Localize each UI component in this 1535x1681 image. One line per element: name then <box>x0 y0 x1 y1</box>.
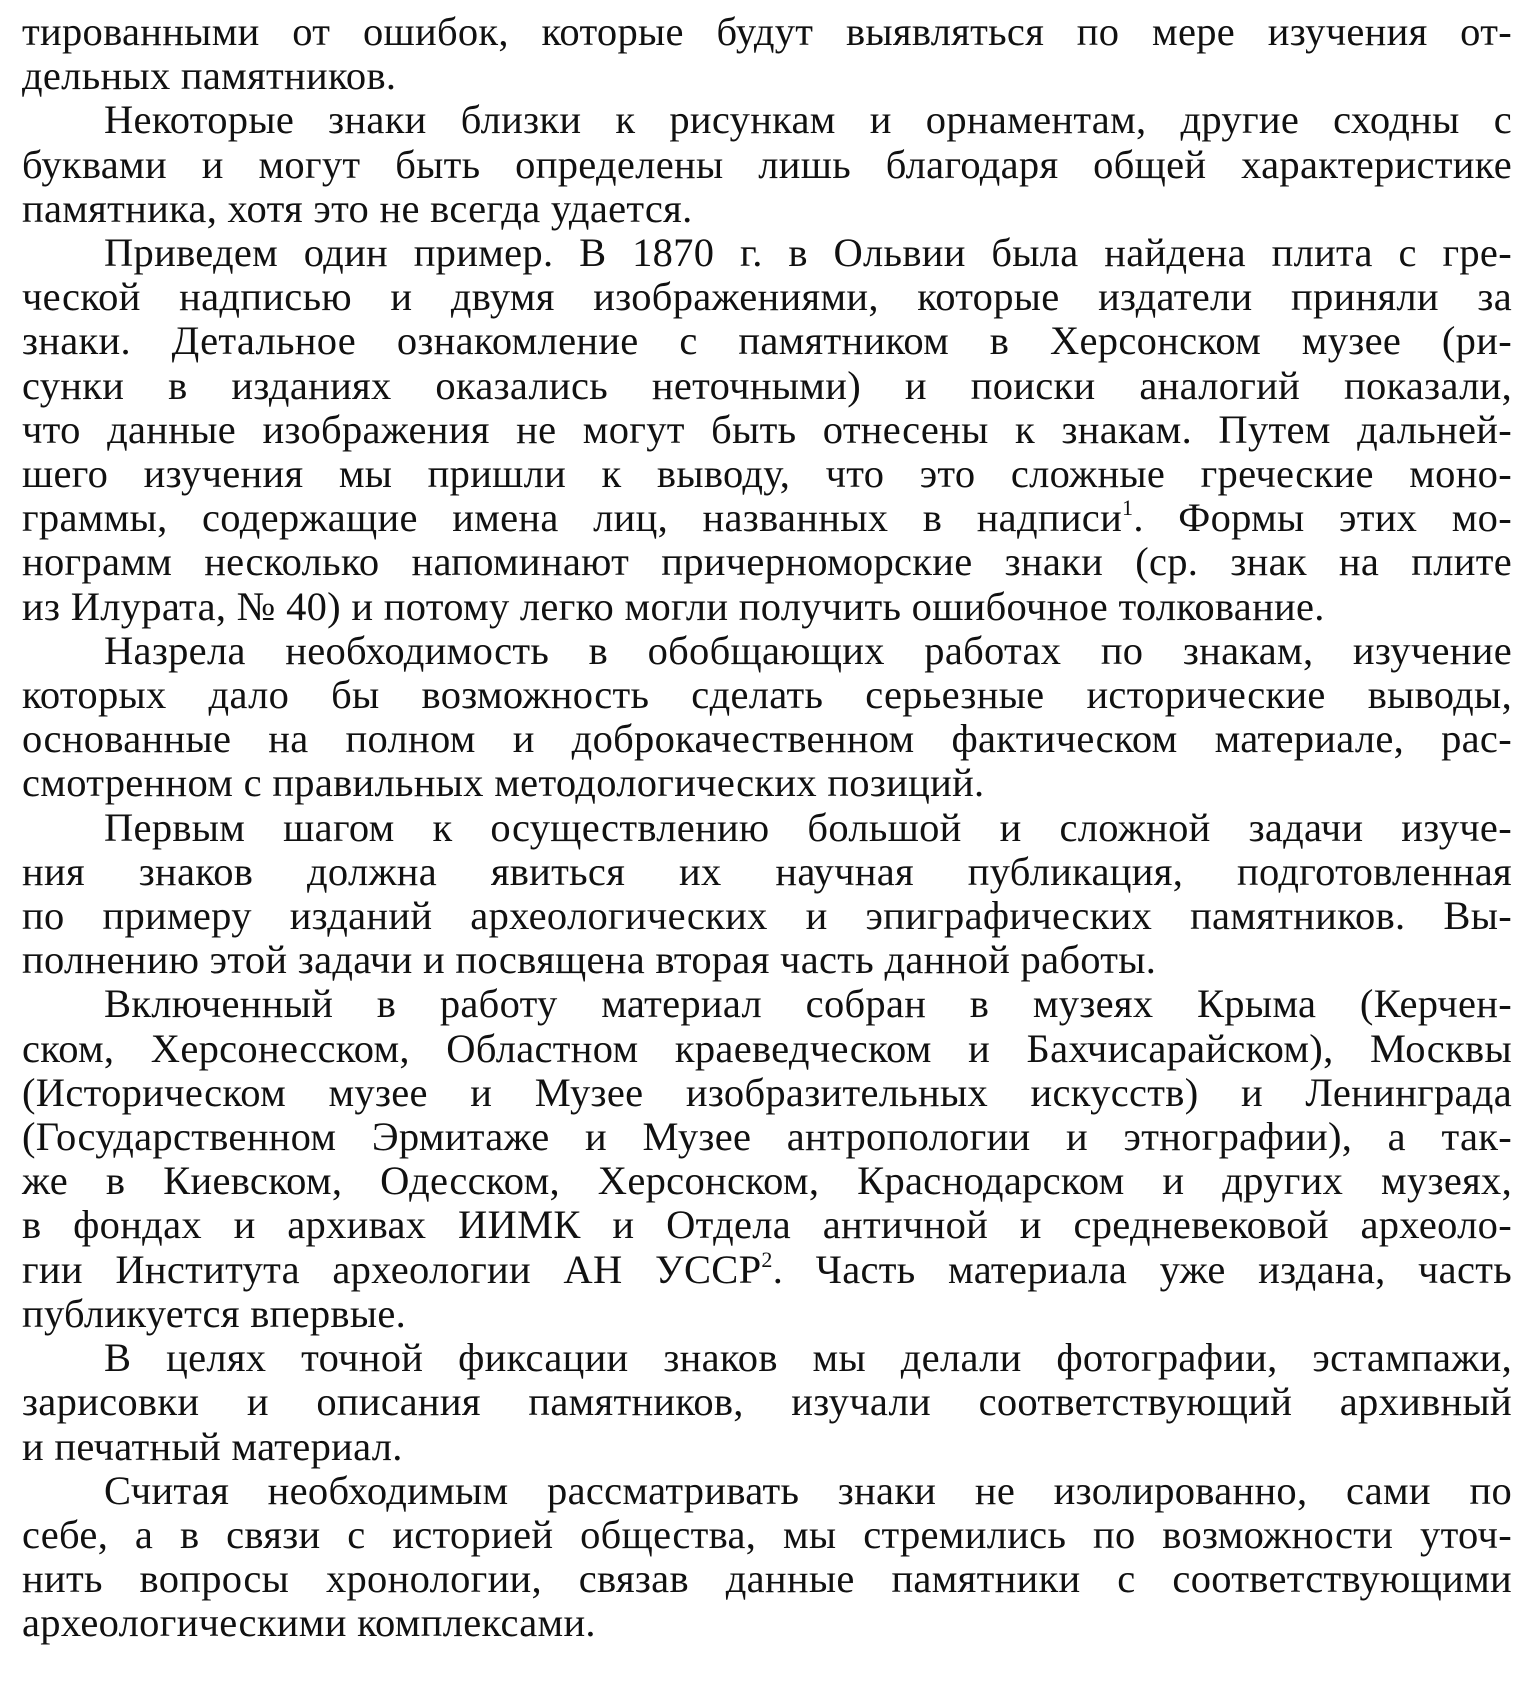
text-line: Некоторые знаки близки к рисункам и орнаментам, другие сходны с <box>104 97 1512 143</box>
text-line: в фондах и архивах ИИМК и Отдела античной и средневековой археоло- <box>22 1202 1512 1248</box>
paragraph-8 <box>22 1469 1512 1646</box>
footnote-marker: 2 <box>761 1246 773 1272</box>
text-line: (Историческом музее и Музее изобразительных искусств) и Ленинграда <box>22 1069 1512 1115</box>
text-line: шего изучения мы пришли к выводу, что это сложные греческие моно- <box>22 451 1512 497</box>
text-line: и печатный материал. <box>22 1423 403 1469</box>
text-line: нить вопросы хронологии, связав данные памятники с соответствующими <box>22 1556 1512 1602</box>
text-line: (Государственном Эрмитаже и Музее антропологии и этнографии), а так- <box>22 1114 1512 1160</box>
page-text <box>22 10 1512 1646</box>
text-line: Включенный в работу материал собран в музеях Крыма (Керчен- <box>104 981 1512 1027</box>
text-line: ском, Херсонесском, Областном краеведческом и Бахчисарайском), Москвы <box>22 1025 1512 1071</box>
text-line-with-footnote <box>22 1248 1512 1292</box>
text-line: по примеру изданий археологических и эпиграфических памятников. Вы- <box>22 893 1512 939</box>
text-line: же в Киевском, Одесском, Херсонском, Краснодарском и других музеях, <box>22 1158 1512 1204</box>
text-line: основанные на полном и доброкачественном фактическом материале, рас- <box>22 716 1512 762</box>
text-segment: . Формы этих мо- <box>1133 495 1512 541</box>
text-line: публикуется впервые. <box>22 1290 407 1336</box>
text-segment: . Часть материала уже издана, часть <box>772 1246 1513 1292</box>
paragraph-1 <box>22 10 1512 98</box>
text-line: тированными от ошибок, которые будут выявляться по мере изучения от- <box>22 9 1512 54</box>
text-line: что данные изображения не могут быть отнесены к знакам. Путем дальней- <box>22 406 1512 452</box>
text-line: археологическими комплексами. <box>22 1600 596 1646</box>
text-segment: гии Института археологии АН УССР <box>22 1246 762 1292</box>
text-segment: граммы, содержащие имена лиц, названных в надписи <box>22 495 1123 541</box>
text-line: памятника, хотя это не всегда удается. <box>22 185 693 231</box>
text-line: сунки в изданиях оказались неточными) и поиски аналогий показали, <box>22 362 1512 408</box>
footnote-marker: 1 <box>1122 495 1134 521</box>
paragraph-2 <box>22 98 1512 231</box>
paragraph-3 <box>22 231 1512 629</box>
text-line: ния знаков должна явиться их научная публикация, подготовленная <box>22 848 1512 894</box>
text-line: буквами и могут быть определены лишь благодаря общей характеристике <box>22 141 1512 187</box>
paragraph-7 <box>22 1336 1512 1469</box>
text-line: смотренном с правильных методологических позиций. <box>22 760 985 806</box>
text-line: которых дало бы возможность сделать серьезные исторические выводы, <box>22 672 1512 718</box>
text-line-with-footnote <box>22 496 1512 540</box>
text-line: Первым шагом к осуществлению большой и сложной задачи изуче- <box>104 804 1512 850</box>
paragraph-6 <box>22 982 1512 1336</box>
text-line: знаки. Детальное ознакомление с памятником в Херсонском музее (ри- <box>22 318 1512 364</box>
text-line: нограмм несколько напоминают причерноморские знаки (ср. знак на плите <box>22 539 1512 585</box>
text-line: дельных памятников. <box>22 53 397 99</box>
text-line: себе, а в связи с историей общества, мы стремились по возможности уточ- <box>22 1511 1512 1557</box>
text-line: из Илурата, № 40) и потому легко могли получить ошибочное толкование. <box>22 583 1325 629</box>
text-line: полнению этой задачи и посвящена вторая часть данной работы. <box>22 937 1157 983</box>
paragraph-4 <box>22 629 1512 806</box>
text-line: ческой надписью и двумя изображениями, которые издатели приняли за <box>22 274 1512 320</box>
text-line: зарисовки и описания памятников, изучали соответствующий архивный <box>22 1379 1512 1425</box>
text-line: В целях точной фиксации знаков мы делали фотографии, эстампажи, <box>104 1335 1512 1381</box>
text-line: Назрела необходимость в обобщающих работах по знакам, изучение <box>104 627 1512 673</box>
text-line: Считая необходимым рассматривать знаки не изолированно, сами по <box>104 1467 1512 1513</box>
text-line: Приведем один пример. В 1870 г. в Ольвии была найдена плита с гре- <box>104 230 1512 276</box>
paragraph-5 <box>22 806 1512 983</box>
